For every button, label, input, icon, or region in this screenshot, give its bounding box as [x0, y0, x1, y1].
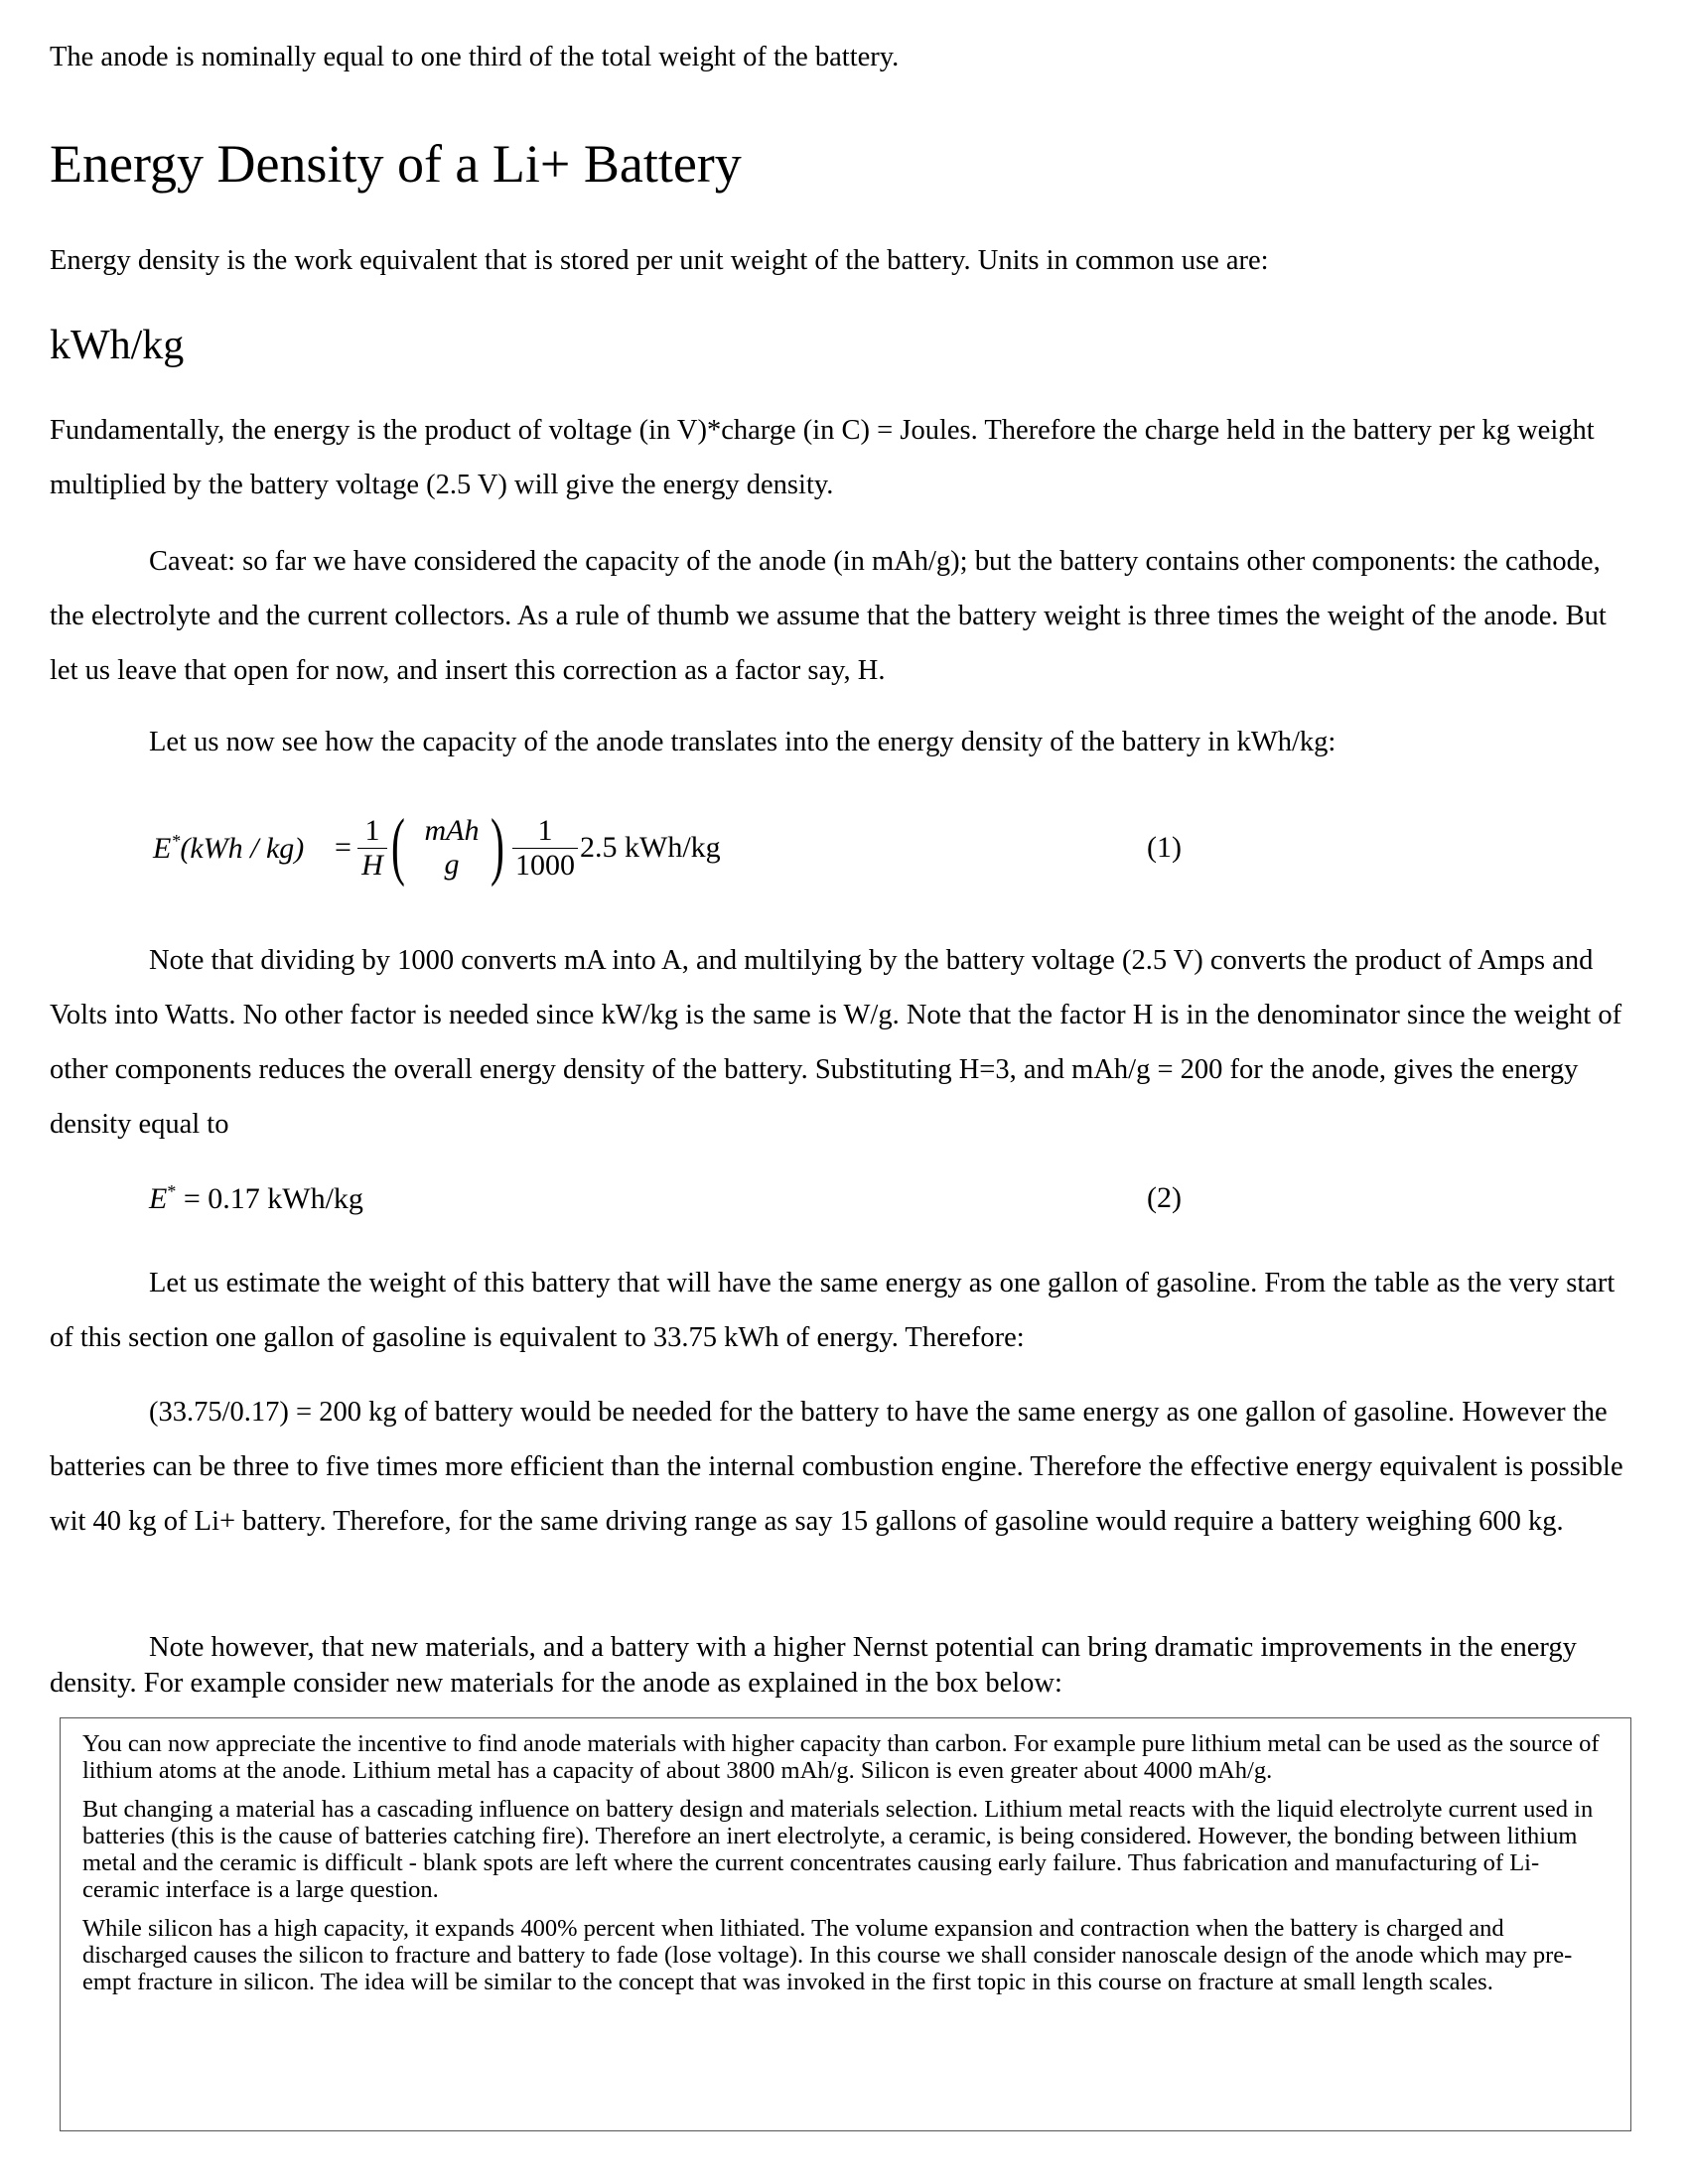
- box-paragraph-2: But changing a material has a cascading influence on battery design and materials selection. Lithium metal reacts with the liquid electrolyte current used in batteries (this is the cause of batteries catching fire). Therefore an inert electrolyte, a ceramic, is being considered. However, the bonding between lithium metal and the ceramic is difficult - blank spots are left where the current concentrates causing early failure. Thus fabrication and manufacturing of Li-ceramic interface is a large question.: [82, 1796, 1594, 1903]
- eq1-left-paren: (: [391, 804, 405, 887]
- section-heading: Energy Density of a Li+ Battery: [50, 134, 742, 194]
- caveat-paragraph: Caveat: so far we have considered the capacity of the anode (in mAh/g); but the battery contains other components: the cathode, the electrolyte and the current collectors. As a rule of thumb we assume that the battery weight is three times the weight of the anode. But let us leave that open for now, and insert this correction as a factor say, H.: [50, 546, 1607, 686]
- equation-2: [149, 1181, 1589, 1231]
- box-paragraph-3: While silicon has a high capacity, it expands 400% percent when lithiated. The volume expansion and contraction when the battery is charged and discharged causes the silicon to fracture and battery to fade (lose voltage). In this course we shall consider nanoscale design of the anode which may pre-empt fracture in silicon. The idea will be similar to the concept that was invoked in the first topic in this course on fracture at small length scales.: [82, 1915, 1573, 1995]
- anode-materials-box: [60, 1717, 1631, 2131]
- estimate-paragraph: Let us estimate the weight of this battery that will have the same energy as one gallon of gasoline. From the table as the very start of this section one gallon of gasoline is equivalent to 33.75 kWh of energy. Therefore:: [50, 1268, 1616, 1353]
- eq1-right-paren: ): [491, 804, 504, 887]
- eq1-fraction-mah-over-g: mAh g: [424, 814, 480, 881]
- box-paragraph-1: You can now appreciate the incentive to find anode materials with higher capacity than carbon. For example pure lithium metal can be used as the source of lithium atoms at the anode. Lithium metal has a capacity of about 3800 mAh/g. Silicon is even greater about 4000 mAh/g.: [82, 1730, 1600, 1784]
- intro-line: The anode is nominally equal to one third of the total weight of the battery.: [50, 42, 900, 72]
- calculation-paragraph: (33.75/0.17) = 200 kg of battery would be needed for the battery to have the same energy as one gallon of gasoline. However the batteries can be three to five times more efficient than the internal combustion engine. Therefore the effective energy equivalent is possible wit 40 kg of Li+ battery. Therefore, for the same driving range as say 15 gallons of gasoline would require a battery weighing 600 kg.: [50, 1397, 1623, 1537]
- equation-1: [149, 804, 1589, 918]
- eq1-number: (1): [1147, 831, 1182, 864]
- eq1-tail: 2.5 kWh/kg: [580, 831, 721, 864]
- eq2-body: E* = 0.17 kWh/kg: [149, 1181, 363, 1215]
- fundamental-paragraph: Fundamentally, the energy is the product of voltage (in V)*charge (in C) = Joules. Therefore the charge held in the battery per kg weight multiplied by the battery voltage (2.5 V) will give the energy density.: [50, 415, 1595, 500]
- translate-paragraph: Let us now see how the capacity of the anode translates into the energy density of the battery in kWh/kg:: [149, 727, 1336, 757]
- eq1-equals: =: [335, 831, 352, 864]
- eq2-number: (2): [1147, 1181, 1182, 1214]
- eq1-lhs: E*(kWh / kg): [153, 831, 305, 865]
- definition-paragraph: Energy density is the work equivalent that is stored per unit weight of the battery. Units in common use are:: [50, 245, 1269, 276]
- units-heading: kWh/kg: [50, 323, 185, 368]
- eq1-fraction-1-over-1000: $\frac{1}{1000}$: [512, 814, 578, 883]
- note-paragraph: Note that dividing by 1000 converts mA into A, and multilying by the battery voltage (2.5 V) converts the product of Amps and Volts into Watts. No other factor is needed since kW/kg is the same is W/g. Note that the factor H is in the denominator since the weight of other components reduces the overall energy density of the battery. Substituting H=3, and mAh/g = 200 for the anode, gives the energy density equal to: [50, 945, 1622, 1140]
- eq1-fraction-1-over-h: $\frac{1}{H}$: [357, 814, 387, 883]
- materials-paragraph: Note however, that new materials, and a battery with a higher Nernst potential can bring dramatic improvements in the energy density. For example consider new materials for the anode as explained in the box below:: [50, 1632, 1577, 1699]
